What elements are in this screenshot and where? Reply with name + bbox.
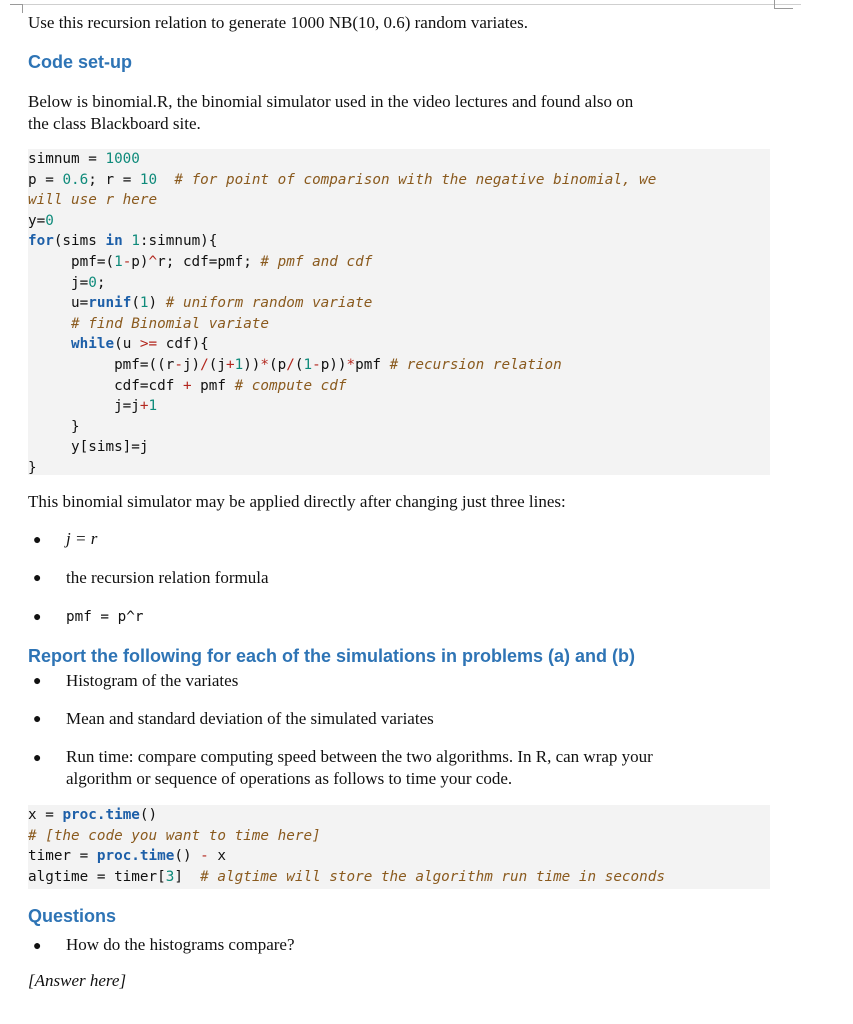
binomial-code-block xyxy=(28,149,770,475)
report-item-mean-sd: Mean and standard deviation of the simulated variates xyxy=(66,709,434,728)
report-heading: Report the following for each of the simulations in problems (a) and (b) xyxy=(28,646,636,666)
crop-mark-left xyxy=(10,4,23,13)
code-line: y[sims]=j xyxy=(28,439,149,456)
page-top-rule xyxy=(10,4,801,5)
description-line-2: the class Blackboard site. xyxy=(28,114,201,133)
code-line: j=j+1 xyxy=(28,398,158,415)
bullet-icon: ● xyxy=(33,571,42,586)
crop-mark-right xyxy=(774,0,793,9)
intro-line: Use this recursion relation to generate 1000 NB(10, 0.6) random variates. xyxy=(28,13,528,32)
code-line: j=0; xyxy=(28,274,106,291)
bullet-icon: ● xyxy=(33,751,42,766)
code-line: pmf=((r-j)/(j+1))*(p/(1-p))*pmf # recursion relation xyxy=(28,356,562,373)
code-line: y=0 xyxy=(28,212,54,229)
report-item-histogram: Histogram of the variates xyxy=(66,671,239,690)
questions-heading: Questions xyxy=(28,906,117,926)
timing-code-block xyxy=(28,805,770,889)
bullet-icon: ● xyxy=(33,939,42,954)
change-item-recursion-formula: the recursion relation formula xyxy=(66,568,269,587)
code-line: x = proc.time() xyxy=(28,807,158,823)
code-line: pmf=(1-p)^r; cdf=pmf; # pmf and cdf xyxy=(28,253,373,270)
report-item-runtime-line-1: Run time: compare computing speed between the two algorithms. In R, can wrap your xyxy=(66,747,653,766)
changes-intro: This binomial simulator may be applied directly after changing just three lines: xyxy=(28,492,566,511)
bullet-icon: ● xyxy=(33,533,42,548)
answer-placeholder: [Answer here] xyxy=(28,971,127,990)
code-line: timer = proc.time() - x xyxy=(28,848,226,865)
code-line: # find Binomial variate xyxy=(71,315,270,332)
bullet-icon: ● xyxy=(33,674,42,689)
code-line: for(sims in 1:simnum){ xyxy=(28,233,218,250)
code-line: while(u >= cdf){ xyxy=(71,336,209,353)
code-line: algtime = timer[3] # algtime will store the algorithm run time in seconds xyxy=(28,868,665,885)
change-item-j-equals-r: j = r xyxy=(66,529,98,548)
code-line: u=runif(1) # uniform random variate xyxy=(28,295,373,312)
code-line: } xyxy=(28,459,37,476)
code-line: p = 0.6; r = 10 # for point of comparison with the negative binomial, we xyxy=(28,171,657,188)
code-line: will use r here xyxy=(28,192,158,209)
bullet-icon: ● xyxy=(33,610,42,625)
description-line-1: Below is binomial.R, the binomial simulator used in the video lectures and found also on xyxy=(28,92,634,111)
code-setup-heading: Code set-up xyxy=(28,52,133,72)
code-line: simnum = 1000 xyxy=(28,151,140,167)
bullet-icon: ● xyxy=(33,712,42,727)
question-item-histograms: How do the histograms compare? xyxy=(66,935,295,954)
change-item-pmf: pmf = p^r xyxy=(66,609,144,625)
code-line: cdf=cdf + pmf # compute cdf xyxy=(28,377,347,394)
code-line: # [the code you want to time here] xyxy=(28,827,321,844)
report-item-runtime-line-2: algorithm or sequence of operations as follows to time your code. xyxy=(66,769,513,788)
code-line: } xyxy=(28,418,80,435)
